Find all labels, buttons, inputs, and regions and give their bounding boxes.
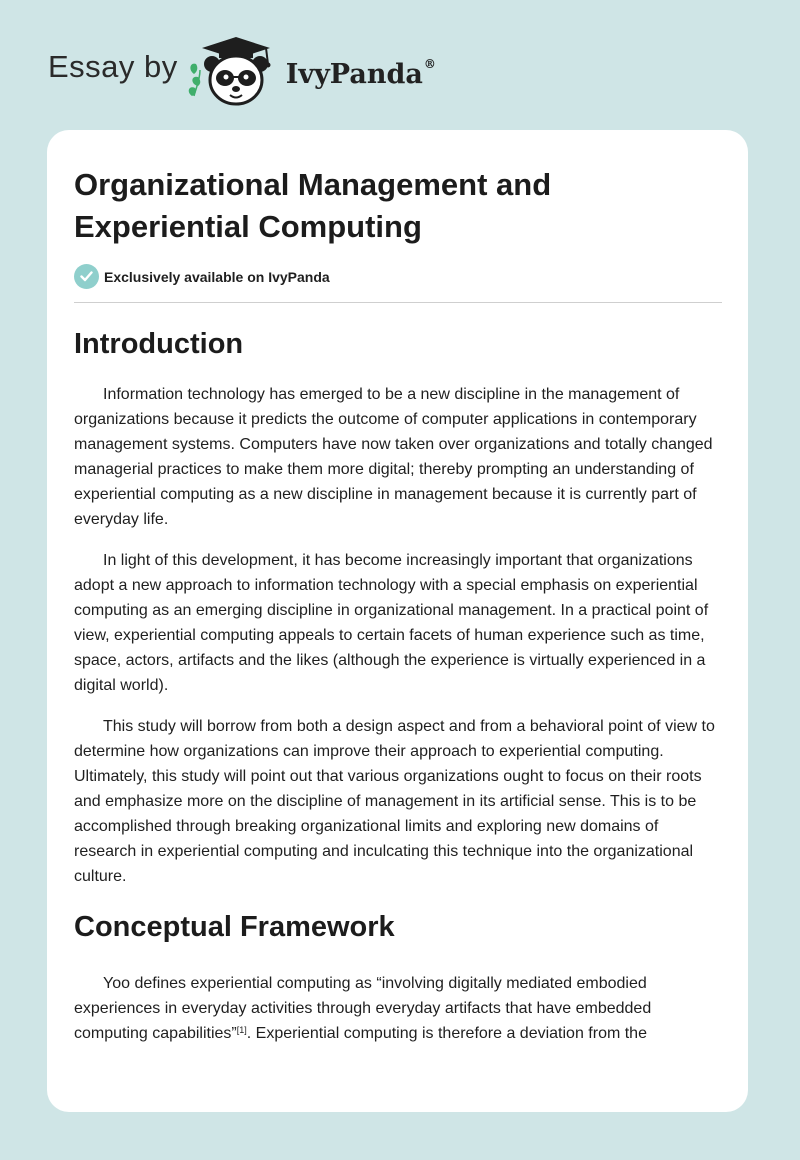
paragraph: Information technology has emerged to be a new discipline in the management of organizations because it predicts the outcome of computer applications in contemporary management systems. Computers have now taken over organizations and totally changed managerial practices to make them more digital; thereby prompting an understanding of experiential computing as a new discipline in management because it is currently part of everyday life. [74,386,713,528]
exclusive-badge [74,264,330,289]
panda-graduate-icon [186,34,282,110]
paragraph: This study will borrow from both a design aspect and from a behavioral point of view to determine how organizations can improve their approach to experiential computing. Ultimately, this study will point out that various organizations ought to focus on their roots and emphasize more on the discipline of management in its artificial sense. This is to be accomplished through breaking organizational limits and exploring new domains of research in experiential computing and inculcating this technique into the organizational culture. [74,718,715,885]
paragraph [74,971,724,1046]
check-circle-icon [74,264,99,289]
brand-prefix: Essay by [48,49,178,84]
essay-card [47,130,748,1112]
trademark-symbol: ® [423,56,436,71]
divider [74,302,722,303]
paragraph-text: Yoo defines experiential computing as “involving digitally mediated embodied experiences in everyday activities through everyday artifacts that have embedded computing capabilities” [74,975,652,1042]
essay-body [74,324,724,1046]
site-brand[interactable] [48,34,436,110]
paragraph-text: . Experiential computing is therefore a deviation from the [246,1025,647,1042]
paragraph: In light of this development, it has become increasingly important that organizations adopt a new approach to information technology with a special emphasis on experiential computing as an emerging discipline in organizational management. In a practical point of view, experiential computing appeals to certain facets of human experience such as time, space, actors, artifacts and the likes (although the experience is virtually experienced in a digital world). [74,552,709,694]
section-heading-conceptual-framework: Conceptual Framework [74,911,395,943]
badge-text: Exclusively available on IvyPanda [104,268,330,285]
brand-name: IvyPanda® [285,56,436,90]
essay-title: Organizational Management and Experiential Computing [74,167,552,244]
section-heading-introduction: Introduction [74,328,244,360]
footnote-reference[interactable]: [1] [236,1025,247,1035]
